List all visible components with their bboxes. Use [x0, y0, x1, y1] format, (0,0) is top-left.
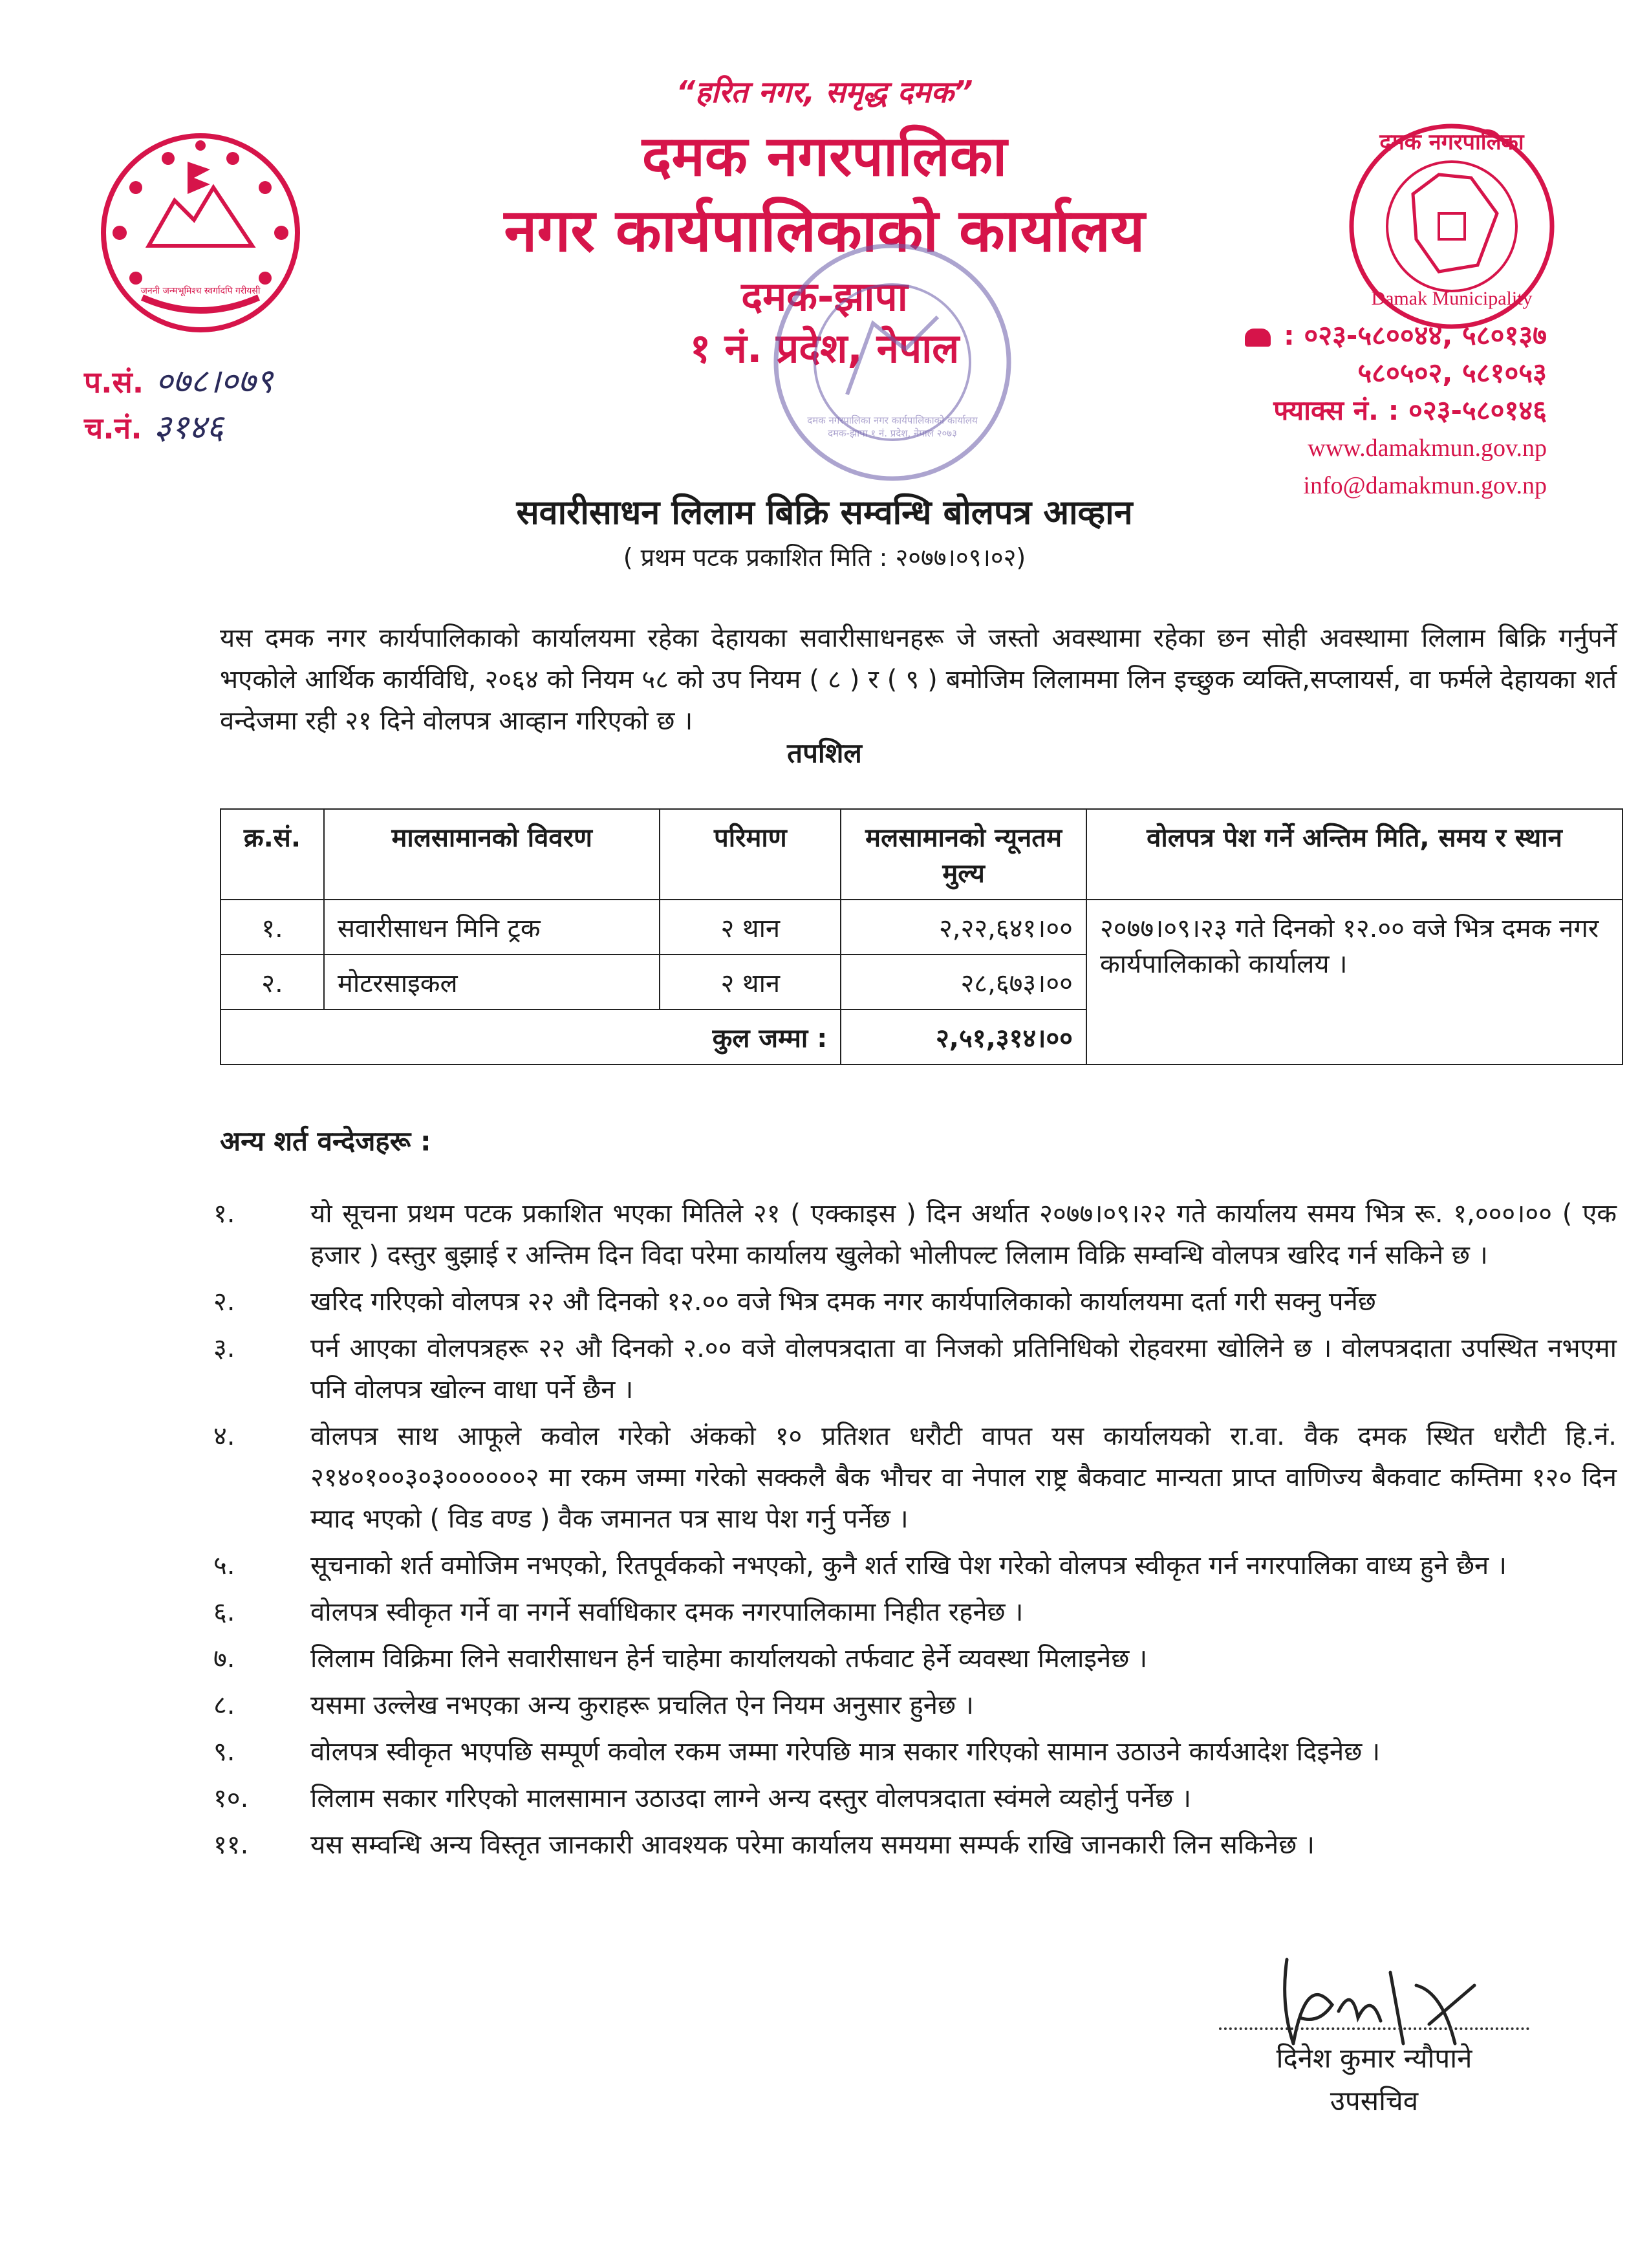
- condition-text: वोलपत्र स्वीकृत गर्ने वा नगर्ने सर्वाधिकार दमक नगरपालिकामा निहीत रहनेछ ।: [310, 1597, 1024, 1627]
- row-serial: १.: [221, 900, 324, 955]
- condition-text: यो सूचना प्रथम पटक प्रकाशित भएका मितिले २१ ( एक्काइस ) दिन अर्थात २०७७।०९।२२ गते कार्यालय समय भित्र रू. १,०००।०० ( एक हजार ) दस्तुर बुझाई र अन्तिम दिन विदा परेमा कार्यालय खुलेको भोलीपल्ट लिलाम विक्रि सम्वन्धि वोलपत्र खरिद गर्न सकिने छ ।: [310, 1199, 1617, 1270]
- signatory-designation: उपसचिव: [1330, 2085, 1419, 2117]
- address-line-2: १ नं. प्रदेश, नेपाल: [689, 325, 960, 372]
- org-name: दमक नगरपालिका: [641, 124, 1008, 189]
- email-link[interactable]: info@damakmun.gov.np: [1303, 472, 1547, 499]
- row-item: मोटरसाइकल: [324, 955, 660, 1010]
- seal-text-en: Damak Municipality: [1371, 288, 1533, 309]
- list-item: [213, 1824, 1617, 1866]
- list-item: [213, 1328, 1617, 1410]
- list-item: [213, 1685, 1617, 1726]
- ref-label: प.सं.: [84, 365, 144, 400]
- condition-number: ५.: [213, 1551, 235, 1581]
- list-item: [213, 1731, 1617, 1773]
- website-link[interactable]: www.damakmun.gov.np: [1308, 435, 1547, 462]
- header-min-price: मलसामानको न्यूनतम मुल्य: [841, 809, 1086, 900]
- emblem-motto: जननी जन्मभूमिश्च स्वर्गादपि गरीयसी: [140, 286, 261, 296]
- condition-text: लिलाम सकार गरिएको मालसामान उठाउदा लाग्ने अन्य दस्तुर वोलपत्रदाता स्वंमले व्यहोर्नु पर्नेछ ।: [310, 1784, 1192, 1813]
- dispatch-value: ३१४६: [153, 408, 224, 447]
- condition-text: खरिद गरिएको वोलपत्र २२ औ दिनको १२.०० वजे भित्र दमक नगर कार्यपालिकाको कार्यालयमा दर्ता गरी सक्नु पर्नेछ: [310, 1287, 1376, 1317]
- items-table: [220, 808, 1623, 1065]
- intro-paragraph: यस दमक नगर कार्यपालिकाको कार्यालयमा रहेका देहायका सवारीसाधनहरू जे जस्तो अवस्थामा रहेका छन सोही अवस्थामा लिलाम बिक्रि गर्नुपर्ने भएकोले आर्थिक कार्यविधि, २०६४ को नियम ५८ को उप नियम ( ८ ) र ( ९ ) बमोजिम लिलाममा लिन इच्छुक व्यक्ति,सप्लायर्स, वा फर्मले देहायका शर्त वन्देजमा रही २१ दिने वोलपत्र आव्हान गरिएको छ ।: [220, 623, 1617, 736]
- notice-title: सवारीसाधन लिलाम बिक्रि सम्वन्धि बोलपत्र आव्हान: [516, 493, 1133, 532]
- condition-number: १०.: [213, 1784, 249, 1813]
- list-item: [213, 1416, 1617, 1540]
- condition-text: वोलपत्र स्वीकृत भएपछि सम्पूर्ण कवोल रकम जम्मा गरेपछि मात्र सकार गरिएको सामान उठाउने कार्यआदेश दिइनेछ ।: [310, 1737, 1381, 1767]
- list-item: [213, 1281, 1617, 1323]
- phone-icon: [1245, 329, 1271, 347]
- condition-text: वोलपत्र साथ आफूले कवोल गरेको अंकको १० प्रतिशत धरौटी वापत यस कार्यालयको रा.वा. वैक दमक स्थित धरौटी हि.नं. २१४०१००३०३००००००२ मा रकम जम्मा गरेको सक्कलै बैक भौचर वा नेपाल राष्ट्र बैकवाट मान्यता प्राप्त वाणिज्य बैकवाट कम्तिमा १२० दिन म्याद भएको ( विड वण्ड ) वैक जमानत पत्र साथ पेश गर्नु पर्नेछ ।: [310, 1421, 1617, 1534]
- row-quantity: २ थान: [660, 955, 841, 1010]
- signature-line: [1219, 2027, 1529, 2030]
- row-quantity: २ थान: [660, 900, 841, 955]
- list-item: [213, 1545, 1617, 1586]
- condition-number: २.: [213, 1287, 235, 1317]
- ref-value: ०७८।०७९: [155, 362, 274, 401]
- condition-text: यस सम्वन्धि अन्य विस्तृत जानकारी आवश्यक परेमा कार्यालय समयमा सम्पर्क राखि जानकारी लिन सकिनेछ ।: [310, 1830, 1315, 1860]
- list-item: [213, 1778, 1617, 1819]
- slogan: “हरित नगर, समृद्ध दमक”: [676, 74, 973, 109]
- seal-text-ne: दमक नगरपालिका: [1379, 129, 1524, 155]
- dispatch-label: च.नं.: [84, 411, 142, 446]
- condition-number: ३.: [213, 1334, 235, 1363]
- condition-text: यसमा उल्लेख नभएका अन्य कुराहरू प्रचलित ऐन नियम अनुसार हुनेछ ।: [310, 1690, 974, 1720]
- condition-number: ११.: [213, 1830, 249, 1860]
- total-value: २,५१,३१४।००: [841, 1010, 1086, 1064]
- condition-number: ७.: [213, 1644, 235, 1674]
- table-row: [221, 900, 1622, 955]
- condition-number: १.: [213, 1199, 235, 1229]
- total-label: कुल जम्मा :: [221, 1010, 841, 1064]
- row-price: २८,६७३।००: [841, 955, 1086, 1010]
- deadline-cell: २०७७।०९।२३ गते दिनको १२.०० वजे भित्र दमक नगर कार्यपालिकाको कार्यालय ।: [1086, 900, 1622, 1064]
- header-description: मालसामानको विवरण: [324, 809, 660, 900]
- row-price: २,२२,६४१।००: [841, 900, 1086, 955]
- condition-text: पर्न आएका वोलपत्रहरू २२ औ दिनको २.०० वजे वोलपत्रदाता वा निजको प्रतिनिधिको रोहवरमा खोलिने छ । वोलपत्रदाता उपस्थित नभएमा पनि वोलपत्र खोल्न वाधा पर्ने छैन ।: [310, 1334, 1617, 1405]
- condition-number: ८.: [213, 1690, 235, 1720]
- fax-number: फ्याक्स नं. : ०२३-५८०१४६: [1273, 394, 1547, 426]
- notice-subtitle: ( प्रथम पटक प्रकाशित मिति : २०७७।०९।०२): [623, 543, 1026, 572]
- office-name: नगर कार्यपालिकाको कार्यालय: [504, 196, 1145, 265]
- header-quantity: परिमाण: [660, 809, 841, 900]
- signatory-name: दिनेश कुमार न्यौपाने: [1276, 2042, 1472, 2074]
- list-item: [213, 1638, 1617, 1679]
- office-rubber-stamp: [763, 233, 1022, 491]
- header-deadline: वोलपत्र पेश गर्ने अन्तिम मिति, समय र स्थान: [1086, 809, 1622, 900]
- condition-number: ९.: [213, 1737, 235, 1767]
- phone-line-1: : ०२३-५८००४४, ५८०१३७: [1283, 319, 1547, 351]
- table-header-row: [221, 809, 1622, 900]
- conditions-title: अन्य शर्त वन्देजहरू :: [220, 1125, 431, 1157]
- row-item: सवारीसाधन मिनि ट्रक: [324, 900, 660, 955]
- row-serial: २.: [221, 955, 324, 1010]
- header-serial: क्र.सं.: [221, 809, 324, 900]
- condition-number: ६.: [213, 1597, 235, 1627]
- stamp-text: दमक नगरपालिका नगर कार्यपालिकाको कार्यालय दमक-झापा १ नं. प्रदेश, नेपाल २०७३: [807, 415, 978, 439]
- schedule-title: तपशिल: [787, 737, 862, 769]
- condition-text: सूचनाको शर्त वमोजिम नभएको, रितपूर्वकको नभएको, कुनै शर्त राखि पेश गरेको वोलपत्र स्वीकृत गर्न नगरपालिका वाध्य हुने छैन ।: [310, 1551, 1507, 1581]
- conditions-list: [213, 1193, 1617, 1871]
- list-item: [213, 1592, 1617, 1633]
- address-line-1: दमक-झापा: [741, 273, 908, 320]
- contact-block: [1245, 317, 1547, 504]
- condition-text: लिलाम विक्रिमा लिने सवारीसाधन हेर्न चाहेमा कार्यालयको तर्फवाट हेर्ने व्यवस्था मिलाइनेछ ।: [310, 1644, 1148, 1674]
- reference-block: [84, 359, 273, 451]
- signatory-block: [1203, 2037, 1546, 2122]
- list-item: [213, 1193, 1617, 1276]
- condition-number: ४.: [213, 1421, 235, 1451]
- phone-line-2: ५८०५०२, ५८१०५३: [1357, 357, 1547, 389]
